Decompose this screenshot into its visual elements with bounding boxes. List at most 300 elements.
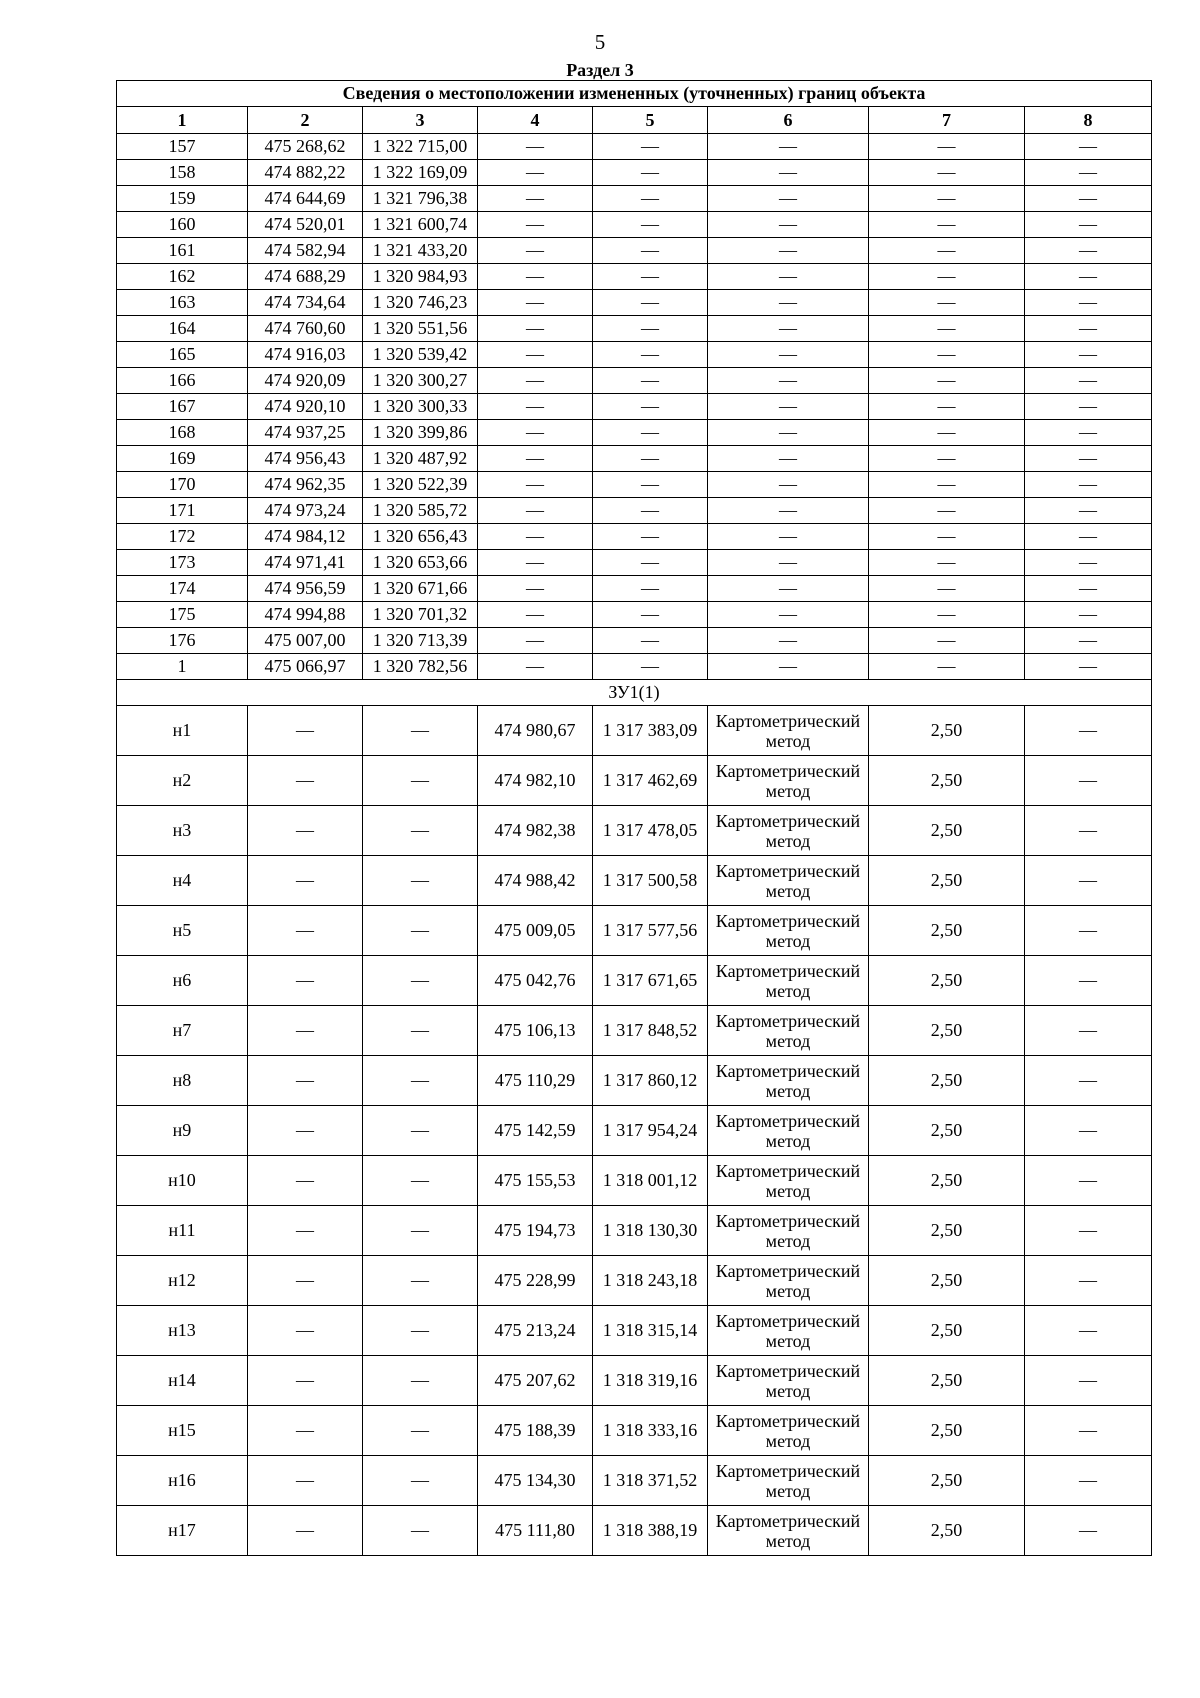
point-number-cell: 172 — [117, 524, 248, 550]
empty-dash-cell: — — [1025, 906, 1152, 956]
empty-dash-cell: — — [248, 706, 363, 756]
empty-dash-cell: — — [708, 290, 869, 316]
empty-dash-cell: — — [593, 628, 708, 654]
new-y-cell: 1 318 001,12 — [593, 1156, 708, 1206]
point-number-cell: 176 — [117, 628, 248, 654]
table-row — [117, 1506, 1152, 1556]
table-row — [117, 576, 1152, 602]
empty-dash-cell: — — [363, 856, 478, 906]
existing-y-cell: 1 320 984,93 — [363, 264, 478, 290]
table-row — [117, 134, 1152, 160]
existing-x-cell: 474 956,43 — [248, 446, 363, 472]
empty-dash-cell: — — [708, 576, 869, 602]
empty-dash-cell: — — [593, 186, 708, 212]
empty-dash-cell: — — [708, 186, 869, 212]
column-number: 1 — [117, 107, 248, 134]
column-number: 5 — [593, 107, 708, 134]
empty-dash-cell: — — [363, 906, 478, 956]
empty-dash-cell: — — [1025, 806, 1152, 856]
table-row — [117, 956, 1152, 1006]
empty-dash-cell: — — [593, 160, 708, 186]
table-row — [117, 342, 1152, 368]
point-number-cell: 165 — [117, 342, 248, 368]
new-y-cell: 1 318 130,30 — [593, 1206, 708, 1256]
new-x-cell: 475 134,30 — [478, 1456, 593, 1506]
empty-dash-cell: — — [248, 1406, 363, 1456]
empty-dash-cell: — — [248, 1056, 363, 1106]
empty-dash-cell: — — [248, 1006, 363, 1056]
empty-dash-cell: — — [1025, 706, 1152, 756]
method-cell: Картометрический метод — [708, 1306, 869, 1356]
column-number: 4 — [478, 107, 593, 134]
empty-dash-cell: — — [1025, 264, 1152, 290]
empty-dash-cell: — — [593, 602, 708, 628]
empty-dash-cell: — — [708, 498, 869, 524]
empty-dash-cell: — — [248, 906, 363, 956]
empty-dash-cell: — — [1025, 160, 1152, 186]
empty-dash-cell: — — [869, 446, 1025, 472]
new-y-cell: 1 317 383,09 — [593, 706, 708, 756]
point-number-cell: 171 — [117, 498, 248, 524]
empty-dash-cell: — — [593, 368, 708, 394]
table-row — [117, 160, 1152, 186]
new-x-cell: 475 009,05 — [478, 906, 593, 956]
accuracy-cell: 2,50 — [869, 1306, 1025, 1356]
empty-dash-cell: — — [593, 576, 708, 602]
empty-dash-cell: — — [1025, 654, 1152, 680]
point-number-cell: н11 — [117, 1206, 248, 1256]
method-cell: Картометрический метод — [708, 1106, 869, 1156]
empty-dash-cell: — — [593, 524, 708, 550]
empty-dash-cell: — — [869, 160, 1025, 186]
existing-y-cell: 1 320 300,33 — [363, 394, 478, 420]
table-row — [117, 524, 1152, 550]
existing-y-cell: 1 320 399,86 — [363, 420, 478, 446]
new-x-cell: 475 213,24 — [478, 1306, 593, 1356]
empty-dash-cell: — — [869, 264, 1025, 290]
table-row — [117, 420, 1152, 446]
empty-dash-cell: — — [593, 316, 708, 342]
section-title: Раздел 3 — [566, 60, 634, 80]
empty-dash-cell: — — [363, 1406, 478, 1456]
new-y-cell: 1 317 671,65 — [593, 956, 708, 1006]
new-x-cell: 475 142,59 — [478, 1106, 593, 1156]
empty-dash-cell: — — [363, 956, 478, 1006]
point-number-cell: 158 — [117, 160, 248, 186]
accuracy-cell: 2,50 — [869, 1206, 1025, 1256]
existing-y-cell: 1 320 671,66 — [363, 576, 478, 602]
empty-dash-cell: — — [363, 1456, 478, 1506]
new-y-cell: 1 318 319,16 — [593, 1356, 708, 1406]
empty-dash-cell: — — [869, 498, 1025, 524]
empty-dash-cell: — — [363, 1306, 478, 1356]
existing-y-cell: 1 320 487,92 — [363, 446, 478, 472]
accuracy-cell: 2,50 — [869, 1256, 1025, 1306]
empty-dash-cell: — — [593, 420, 708, 446]
empty-dash-cell: — — [869, 290, 1025, 316]
new-y-cell: 1 317 954,24 — [593, 1106, 708, 1156]
empty-dash-cell: — — [708, 472, 869, 498]
table-row — [117, 316, 1152, 342]
method-cell: Картометрический метод — [708, 956, 869, 1006]
empty-dash-cell: — — [593, 134, 708, 160]
new-y-cell: 1 318 371,52 — [593, 1456, 708, 1506]
accuracy-cell: 2,50 — [869, 1506, 1025, 1556]
accuracy-cell: 2,50 — [869, 806, 1025, 856]
new-y-cell: 1 317 860,12 — [593, 1056, 708, 1106]
existing-x-cell: 475 268,62 — [248, 134, 363, 160]
boundary-coordinates-table — [116, 80, 1152, 1556]
existing-y-cell: 1 320 653,66 — [363, 550, 478, 576]
empty-dash-cell: — — [478, 290, 593, 316]
new-x-cell: 475 106,13 — [478, 1006, 593, 1056]
empty-dash-cell: — — [248, 1306, 363, 1356]
table-row — [117, 654, 1152, 680]
empty-dash-cell: — — [1025, 1406, 1152, 1456]
empty-dash-cell: — — [708, 212, 869, 238]
new-x-cell: 475 207,62 — [478, 1356, 593, 1406]
empty-dash-cell: — — [248, 1456, 363, 1506]
empty-dash-cell: — — [1025, 290, 1152, 316]
method-cell: Картометрический метод — [708, 1206, 869, 1256]
table-row — [117, 1156, 1152, 1206]
table-row — [117, 498, 1152, 524]
existing-y-cell: 1 322 169,09 — [363, 160, 478, 186]
point-number-cell: 160 — [117, 212, 248, 238]
empty-dash-cell: — — [363, 1006, 478, 1056]
method-cell: Картометрический метод — [708, 1006, 869, 1056]
empty-dash-cell: — — [593, 472, 708, 498]
empty-dash-cell: — — [248, 806, 363, 856]
table-row — [117, 1256, 1152, 1306]
existing-y-cell: 1 320 713,39 — [363, 628, 478, 654]
new-y-cell: 1 317 577,56 — [593, 906, 708, 956]
existing-x-cell: 474 984,12 — [248, 524, 363, 550]
empty-dash-cell: — — [478, 524, 593, 550]
point-number-cell: н2 — [117, 756, 248, 806]
empty-dash-cell: — — [708, 134, 869, 160]
new-x-cell: 475 042,76 — [478, 956, 593, 1006]
empty-dash-cell: — — [478, 160, 593, 186]
point-number-cell: н14 — [117, 1356, 248, 1406]
column-number: 3 — [363, 107, 478, 134]
empty-dash-cell: — — [869, 394, 1025, 420]
point-number-cell: 168 — [117, 420, 248, 446]
method-cell: Картометрический метод — [708, 1406, 869, 1456]
empty-dash-cell: — — [1025, 368, 1152, 394]
empty-dash-cell: — — [1025, 1006, 1152, 1056]
empty-dash-cell: — — [478, 264, 593, 290]
existing-x-cell: 474 760,60 — [248, 316, 363, 342]
existing-x-cell: 474 920,10 — [248, 394, 363, 420]
point-number-cell: 173 — [117, 550, 248, 576]
existing-x-cell: 475 007,00 — [248, 628, 363, 654]
existing-y-cell: 1 320 300,27 — [363, 368, 478, 394]
method-cell: Картометрический метод — [708, 1356, 869, 1406]
point-number-cell: 157 — [117, 134, 248, 160]
existing-x-cell: 474 582,94 — [248, 238, 363, 264]
table-row — [117, 806, 1152, 856]
table-row — [117, 394, 1152, 420]
empty-dash-cell: — — [478, 394, 593, 420]
table-row — [117, 1456, 1152, 1506]
empty-dash-cell: — — [1025, 1056, 1152, 1106]
empty-dash-cell: — — [869, 472, 1025, 498]
empty-dash-cell: — — [1025, 472, 1152, 498]
table-row — [117, 602, 1152, 628]
empty-dash-cell: — — [1025, 1106, 1152, 1156]
existing-y-cell: 1 320 551,56 — [363, 316, 478, 342]
empty-dash-cell: — — [869, 420, 1025, 446]
table-row — [117, 1006, 1152, 1056]
empty-dash-cell: — — [1025, 1156, 1152, 1206]
empty-dash-cell: — — [478, 602, 593, 628]
empty-dash-cell: — — [478, 576, 593, 602]
empty-dash-cell: — — [1025, 576, 1152, 602]
empty-dash-cell: — — [708, 524, 869, 550]
table-row — [117, 212, 1152, 238]
table-row — [117, 706, 1152, 756]
empty-dash-cell: — — [363, 1256, 478, 1306]
new-y-cell: 1 318 333,16 — [593, 1406, 708, 1456]
empty-dash-cell: — — [869, 342, 1025, 368]
empty-dash-cell: — — [708, 342, 869, 368]
empty-dash-cell: — — [593, 498, 708, 524]
empty-dash-cell: — — [1025, 238, 1152, 264]
empty-dash-cell: — — [708, 446, 869, 472]
point-number-cell: 162 — [117, 264, 248, 290]
table-row — [117, 628, 1152, 654]
accuracy-cell: 2,50 — [869, 1356, 1025, 1406]
method-cell: Картометрический метод — [708, 1456, 869, 1506]
existing-y-cell: 1 320 656,43 — [363, 524, 478, 550]
table-row — [117, 1106, 1152, 1156]
point-number-cell: н9 — [117, 1106, 248, 1156]
empty-dash-cell: — — [1025, 1256, 1152, 1306]
empty-dash-cell: — — [708, 394, 869, 420]
empty-dash-cell: — — [869, 550, 1025, 576]
empty-dash-cell: — — [708, 368, 869, 394]
method-cell: Картометрический метод — [708, 1256, 869, 1306]
point-number-cell: н6 — [117, 956, 248, 1006]
new-y-cell: 1 318 388,19 — [593, 1506, 708, 1556]
table-row — [117, 550, 1152, 576]
empty-dash-cell: — — [248, 956, 363, 1006]
existing-x-cell: 474 520,01 — [248, 212, 363, 238]
table-row — [117, 1056, 1152, 1106]
point-number-cell: н10 — [117, 1156, 248, 1206]
empty-dash-cell: — — [708, 316, 869, 342]
existing-x-cell: 474 734,64 — [248, 290, 363, 316]
empty-dash-cell: — — [363, 1206, 478, 1256]
empty-dash-cell: — — [1025, 1506, 1152, 1556]
point-number-cell: 170 — [117, 472, 248, 498]
empty-dash-cell: — — [248, 1156, 363, 1206]
table-row — [117, 186, 1152, 212]
point-number-cell: 175 — [117, 602, 248, 628]
empty-dash-cell: — — [478, 654, 593, 680]
empty-dash-cell: — — [478, 212, 593, 238]
empty-dash-cell: — — [478, 368, 593, 394]
new-x-cell: 475 194,73 — [478, 1206, 593, 1256]
new-y-cell: 1 317 500,58 — [593, 856, 708, 906]
method-cell: Картометрический метод — [708, 856, 869, 906]
point-number-cell: н5 — [117, 906, 248, 956]
empty-dash-cell: — — [1025, 956, 1152, 1006]
empty-dash-cell: — — [869, 238, 1025, 264]
existing-x-cell: 474 916,03 — [248, 342, 363, 368]
accuracy-cell: 2,50 — [869, 756, 1025, 806]
empty-dash-cell: — — [478, 420, 593, 446]
method-cell: Картометрический метод — [708, 706, 869, 756]
table-row — [117, 446, 1152, 472]
existing-x-cell: 475 066,97 — [248, 654, 363, 680]
existing-y-cell: 1 321 796,38 — [363, 186, 478, 212]
new-y-cell: 1 317 478,05 — [593, 806, 708, 856]
empty-dash-cell: — — [593, 238, 708, 264]
empty-dash-cell: — — [478, 446, 593, 472]
empty-dash-cell: — — [869, 602, 1025, 628]
new-y-cell: 1 318 315,14 — [593, 1306, 708, 1356]
point-number-cell: н1 — [117, 706, 248, 756]
existing-x-cell: 474 937,25 — [248, 420, 363, 446]
empty-dash-cell: — — [708, 420, 869, 446]
new-y-cell: 1 318 243,18 — [593, 1256, 708, 1306]
accuracy-cell: 2,50 — [869, 706, 1025, 756]
accuracy-cell: 2,50 — [869, 906, 1025, 956]
empty-dash-cell: — — [869, 186, 1025, 212]
empty-dash-cell: — — [593, 342, 708, 368]
table-row — [117, 756, 1152, 806]
empty-dash-cell: — — [363, 1156, 478, 1206]
table-row — [117, 238, 1152, 264]
point-number-cell: 166 — [117, 368, 248, 394]
existing-x-cell: 474 644,69 — [248, 186, 363, 212]
accuracy-cell: 2,50 — [869, 1056, 1025, 1106]
empty-dash-cell: — — [1025, 316, 1152, 342]
table-row — [117, 1406, 1152, 1456]
new-x-cell: 474 988,42 — [478, 856, 593, 906]
parcel-group-label: ЗУ1(1) — [117, 680, 1152, 706]
point-number-cell: н13 — [117, 1306, 248, 1356]
empty-dash-cell: — — [1025, 186, 1152, 212]
point-number-cell: 161 — [117, 238, 248, 264]
accuracy-cell: 2,50 — [869, 856, 1025, 906]
empty-dash-cell: — — [478, 628, 593, 654]
empty-dash-cell: — — [708, 238, 869, 264]
new-x-cell: 475 155,53 — [478, 1156, 593, 1206]
existing-x-cell: 474 973,24 — [248, 498, 363, 524]
empty-dash-cell: — — [363, 1506, 478, 1556]
empty-dash-cell: — — [869, 212, 1025, 238]
point-number-cell: н12 — [117, 1256, 248, 1306]
empty-dash-cell: — — [478, 342, 593, 368]
point-number-cell: н7 — [117, 1006, 248, 1056]
accuracy-cell: 2,50 — [869, 1456, 1025, 1506]
empty-dash-cell: — — [593, 290, 708, 316]
table-body — [117, 81, 1152, 1556]
point-number-cell: н3 — [117, 806, 248, 856]
empty-dash-cell: — — [1025, 550, 1152, 576]
column-number-row — [117, 107, 1152, 134]
new-x-cell: 475 188,39 — [478, 1406, 593, 1456]
empty-dash-cell: — — [478, 134, 593, 160]
empty-dash-cell: — — [478, 498, 593, 524]
empty-dash-cell: — — [1025, 856, 1152, 906]
empty-dash-cell: — — [248, 1506, 363, 1556]
new-x-cell: 475 228,99 — [478, 1256, 593, 1306]
point-number-cell: н15 — [117, 1406, 248, 1456]
point-number-cell: 159 — [117, 186, 248, 212]
existing-y-cell: 1 321 433,20 — [363, 238, 478, 264]
existing-y-cell: 1 320 782,56 — [363, 654, 478, 680]
table-title: Сведения о местоположении измененных (уточненных) границ объекта — [117, 81, 1152, 107]
empty-dash-cell: — — [1025, 628, 1152, 654]
empty-dash-cell: — — [478, 186, 593, 212]
empty-dash-cell: — — [1025, 420, 1152, 446]
empty-dash-cell: — — [248, 1106, 363, 1156]
accuracy-cell: 2,50 — [869, 1106, 1025, 1156]
column-number: 2 — [248, 107, 363, 134]
table-row — [117, 1306, 1152, 1356]
empty-dash-cell: — — [1025, 1456, 1152, 1506]
existing-x-cell: 474 956,59 — [248, 576, 363, 602]
point-number-cell: н8 — [117, 1056, 248, 1106]
empty-dash-cell: — — [248, 1356, 363, 1406]
page-number: 5 — [594, 30, 606, 54]
empty-dash-cell: — — [478, 316, 593, 342]
empty-dash-cell: — — [248, 756, 363, 806]
point-number-cell: 169 — [117, 446, 248, 472]
method-cell: Картометрический метод — [708, 906, 869, 956]
empty-dash-cell: — — [363, 1106, 478, 1156]
column-number: 6 — [708, 107, 869, 134]
table-row — [117, 906, 1152, 956]
accuracy-cell: 2,50 — [869, 1156, 1025, 1206]
table-row — [117, 1356, 1152, 1406]
empty-dash-cell: — — [1025, 1356, 1152, 1406]
empty-dash-cell: — — [1025, 134, 1152, 160]
empty-dash-cell: — — [869, 524, 1025, 550]
empty-dash-cell: — — [869, 134, 1025, 160]
empty-dash-cell: — — [363, 806, 478, 856]
table-row — [117, 856, 1152, 906]
method-cell: Картометрический метод — [708, 756, 869, 806]
new-x-cell: 474 982,38 — [478, 806, 593, 856]
new-x-cell: 475 111,80 — [478, 1506, 593, 1556]
new-y-cell: 1 317 462,69 — [593, 756, 708, 806]
empty-dash-cell: — — [1025, 342, 1152, 368]
empty-dash-cell: — — [1025, 212, 1152, 238]
empty-dash-cell: — — [1025, 524, 1152, 550]
empty-dash-cell: — — [869, 576, 1025, 602]
accuracy-cell: 2,50 — [869, 956, 1025, 1006]
empty-dash-cell: — — [1025, 756, 1152, 806]
empty-dash-cell: — — [1025, 394, 1152, 420]
empty-dash-cell: — — [593, 654, 708, 680]
empty-dash-cell: — — [363, 1356, 478, 1406]
table-row — [117, 472, 1152, 498]
column-number: 7 — [869, 107, 1025, 134]
empty-dash-cell: — — [363, 1056, 478, 1106]
new-x-cell: 475 110,29 — [478, 1056, 593, 1106]
empty-dash-cell: — — [708, 550, 869, 576]
existing-y-cell: 1 320 522,39 — [363, 472, 478, 498]
new-x-cell: 474 982,10 — [478, 756, 593, 806]
empty-dash-cell: — — [708, 160, 869, 186]
method-cell: Картометрический метод — [708, 1056, 869, 1106]
parcel-group-row — [117, 680, 1152, 706]
